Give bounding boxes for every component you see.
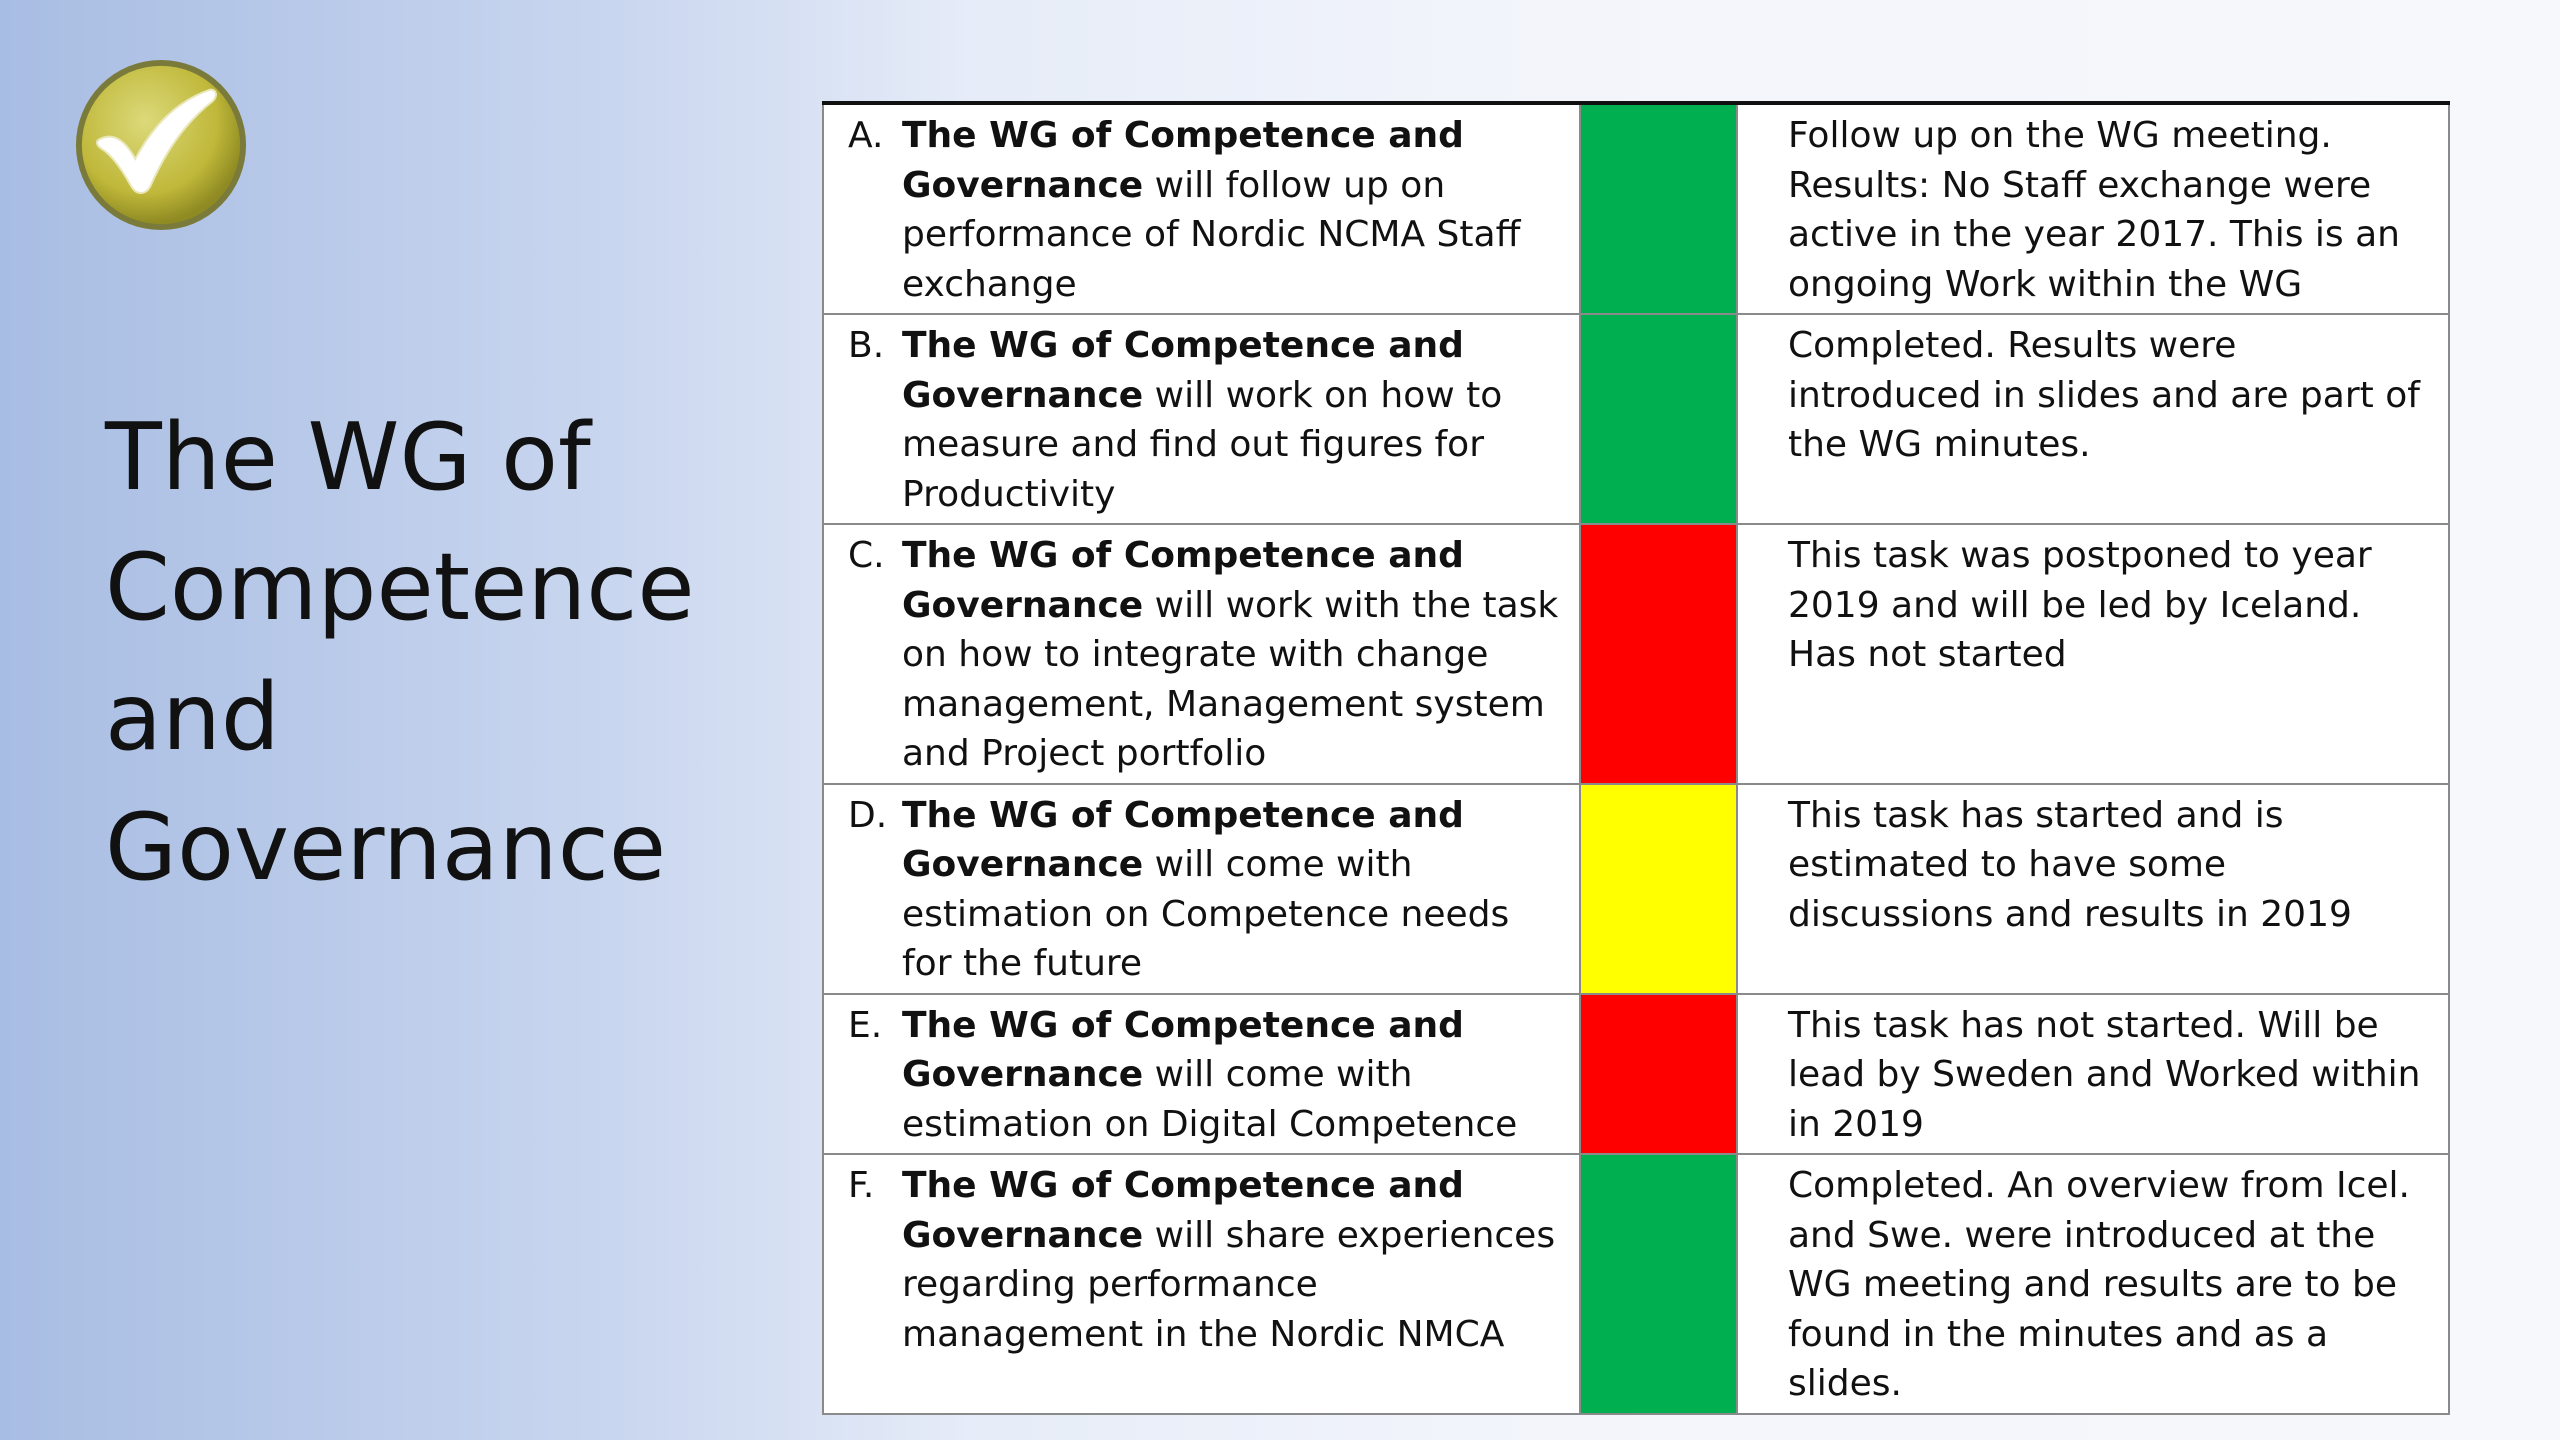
table-row: [823, 994, 2449, 1155]
status-comment: This task has started and is estimated to have some discussions and results in 2019: [1737, 784, 2449, 994]
task-text: [902, 111, 1569, 309]
status-indicator: [1580, 1154, 1737, 1414]
table-row: [823, 103, 2449, 314]
task-letter: C.: [848, 535, 885, 576]
task-description-cell: [823, 314, 1580, 524]
task-action: will follow up on performance of Nordic NCMA Staff exchange: [902, 164, 1521, 305]
task-text: [902, 531, 1569, 779]
status-comment: This task was postponed to year 2019 and will be led by Iceland. Has not started: [1737, 524, 2449, 784]
task-subject: The WG of Competence and Governance: [902, 535, 1464, 626]
task-action: will come with estimation on Digital Competence: [902, 1054, 1518, 1145]
task-action: will share experiences regarding performance management in the Nordic NMCA: [902, 1214, 1556, 1355]
status-comment: Follow up on the WG meeting. Results: No Staff exchange were active in the year 2017. This is an ongoing Work within the WG: [1737, 103, 2449, 314]
task-subject: The WG of Competence and Governance: [902, 115, 1464, 206]
task-letter: B.: [848, 325, 885, 366]
task-description-cell: [823, 784, 1580, 994]
status-indicator: [1580, 314, 1737, 524]
task-letter: F.: [848, 1165, 875, 1206]
table-row: [823, 314, 2449, 524]
task-description-cell: [823, 524, 1580, 784]
table-row: [823, 1154, 2449, 1414]
task-text: [902, 321, 1569, 519]
task-subject: The WG of Competence and Governance: [902, 1004, 1464, 1095]
task-subject: The WG of Competence and Governance: [902, 325, 1464, 416]
task-status-table: [822, 101, 2450, 1415]
status-comment: Completed. Results were introduced in slides and are part of the WG minutes.: [1737, 314, 2449, 524]
task-action: will come with estimation on Competence needs for the future: [902, 844, 1510, 984]
checkmark-badge-icon: [72, 56, 250, 234]
task-letter: D.: [848, 794, 888, 836]
task-subject: The WG of Competence and Governance: [902, 794, 1464, 885]
task-text: [902, 1001, 1569, 1150]
status-indicator: [1580, 103, 1737, 314]
task-description-cell: [823, 103, 1580, 314]
status-indicator: [1580, 524, 1737, 784]
table-row: [823, 784, 2449, 994]
task-description-cell: [823, 994, 1580, 1155]
status-comment: This task has not started. Will be lead by Sweden and Worked within in 2019: [1737, 994, 2449, 1155]
status-indicator: [1580, 784, 1737, 994]
task-subject: The WG of Competence and Governance: [902, 1165, 1464, 1256]
task-table-body: [823, 103, 2449, 1414]
task-letter: A.: [848, 115, 884, 156]
table-row: [823, 524, 2449, 784]
checkmark-icon: [72, 56, 250, 234]
task-action: will work with the task on how to integrate with change management, Management system and Project portfolio: [902, 584, 1559, 774]
task-text: [902, 791, 1569, 989]
slide-title: The WG of Competence and Governance: [105, 403, 695, 901]
status-indicator: [1580, 994, 1737, 1155]
task-description-cell: [823, 1154, 1580, 1414]
task-letter: E.: [848, 1004, 883, 1046]
status-comment: Completed. An overview from Icel. and Swe. were introduced at the WG meeting and results are to be found in the minutes and as a slides.: [1737, 1154, 2449, 1414]
task-action: will work on how to measure and find out figures for Productivity: [902, 374, 1503, 515]
task-text: [902, 1161, 1569, 1359]
